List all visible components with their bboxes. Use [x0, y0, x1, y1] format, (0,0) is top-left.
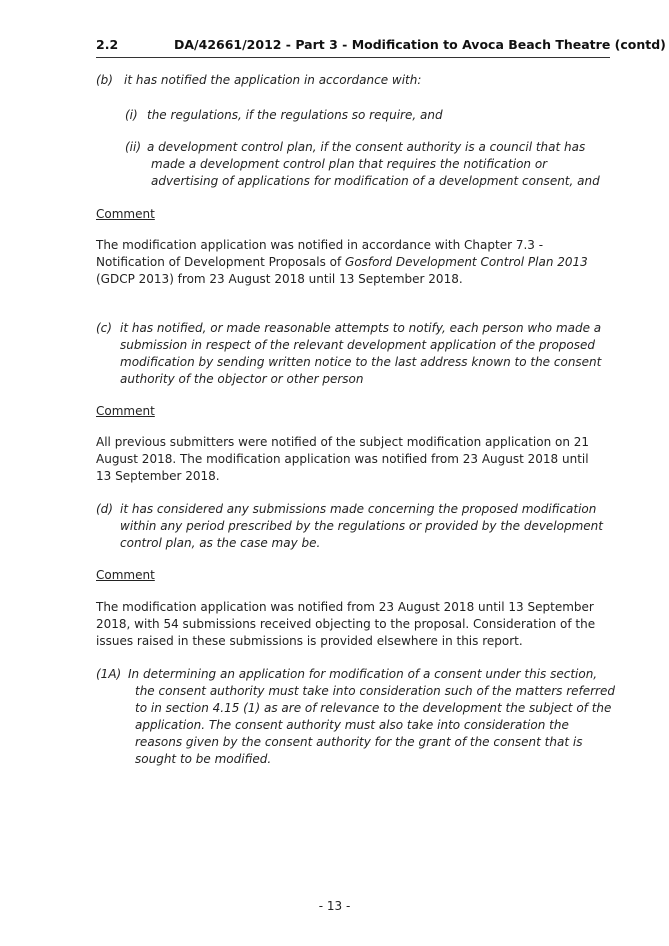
- comment-text: (GDCP 2013) from 23 August 2018 until 13 September 2018.: [96, 272, 463, 286]
- clause-b-i-text: the regulations, if the regulations so require, and: [147, 108, 443, 122]
- clause-b-ii-text: a development control plan, if the consent authority is a council that has made a development control plan that requires the notification or advertising of applications for modification of a development consent, and: [147, 140, 600, 188]
- clause-b-ii-label: (ii): [125, 140, 142, 154]
- clause-d-text: it has considered any submissions made concerning the proposed modification within any period prescribed by the regulations or provided by the development control plan, as the case may be.: [120, 502, 603, 550]
- clause-c-text: it has notified, or made reasonable attempts to notify, each person who made a submission in respect of the relevant development application of the proposed modification by sending written notice to the last address known to the consent authority of the objector or other person: [120, 321, 602, 386]
- clause-c: [96, 320, 616, 388]
- section-number: 2.2: [96, 37, 119, 52]
- clause-c-label: (c): [96, 321, 112, 335]
- comment-italic-title: Gosford Development Control Plan 2013: [345, 255, 588, 269]
- clause-b-ii: [125, 139, 605, 190]
- clause-b-text: it has notified the application in accordance with:: [124, 73, 422, 87]
- clause-1a-label: (1A): [96, 667, 122, 681]
- clause-1a-text: In determining an application for modification of a consent under this section, the consent authority must take into consideration such of the matters referred to in section 4.15 (1) as are of relevance to the development the subject of the application. The consent authority must also take into consideration the reasons given by the consent authority for the grant of the consent that is sought to be modified.: [128, 667, 615, 766]
- comment-paragraph: The modification application was notified from 23 August 2018 until 13 September 2018, with 54 submissions received objecting to the proposal. Consideration of the issues raised in these submissions is provided elsewhere in this report.: [96, 600, 596, 648]
- clause-d: [96, 501, 616, 552]
- comment-heading: Comment: [96, 207, 155, 221]
- page-number: - 13 -: [318, 899, 351, 913]
- clause-d-label: (d): [96, 502, 113, 516]
- comment-paragraph: All previous submitters were notified of the subject modification application on 21 August 2018. The modification application was notified from 23 August 2018 until 13 September 2018.: [96, 435, 590, 483]
- page-title: DA/42661/2012 - Part 3 - Modification to Avoca Beach Theatre (contd): [174, 37, 666, 52]
- comment-text: The modification application was notified in accordance with Chapter 7.3 - Notification of Development Proposals of: [96, 238, 544, 269]
- page-header: [96, 36, 666, 58]
- comment-heading: Comment: [96, 404, 155, 418]
- clause-b-i: [125, 107, 605, 124]
- clause-b-i-label: (i): [125, 108, 138, 122]
- clause-b-label: (b): [96, 73, 113, 87]
- comment-heading: Comment: [96, 568, 155, 582]
- clause-b: [96, 72, 616, 89]
- comment-paragraph: [96, 237, 596, 288]
- clause-1a: [96, 666, 616, 768]
